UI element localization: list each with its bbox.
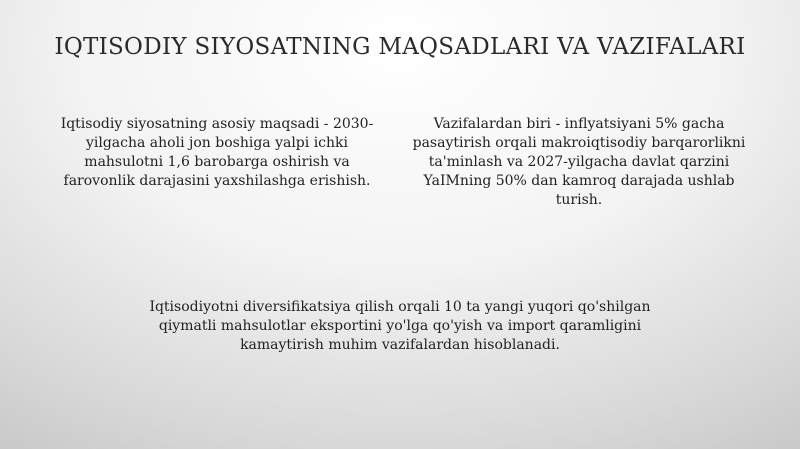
goal-text-block: Iqtisodiy siyosatning asosiy maqsadi - 2030-yilgacha aholi jon boshiga yalpi ichki mahsulotni 1,6 barobarga oshirish va farovonlik darajasini yaxshilashga erishish. xyxy=(60,116,374,189)
slide-title: IQTISODIY SIYOSATNING MAQSADLARI VA VAZIFALARI xyxy=(54,34,746,60)
task-text-block: Vazifalardan biri - inflyatsiyani 5% gacha pasaytirish orqali makroiqtisodiy barqarorlikni ta'minlash va 2027-yilgacha davlat qarzini YaIMning 50% dan kamroq darajada ushlab turish. xyxy=(412,116,746,208)
diversification-text-block: Iqtisodiyotni diversifikatsiya qilish orqali 10 ta yangi yuqori qo'shilgan qiymatli mahsulotlar eksportini yo'lga qo'yish va import qaramligini kamaytirish muhim vazifalardan hisoblanadi. xyxy=(149,299,651,353)
